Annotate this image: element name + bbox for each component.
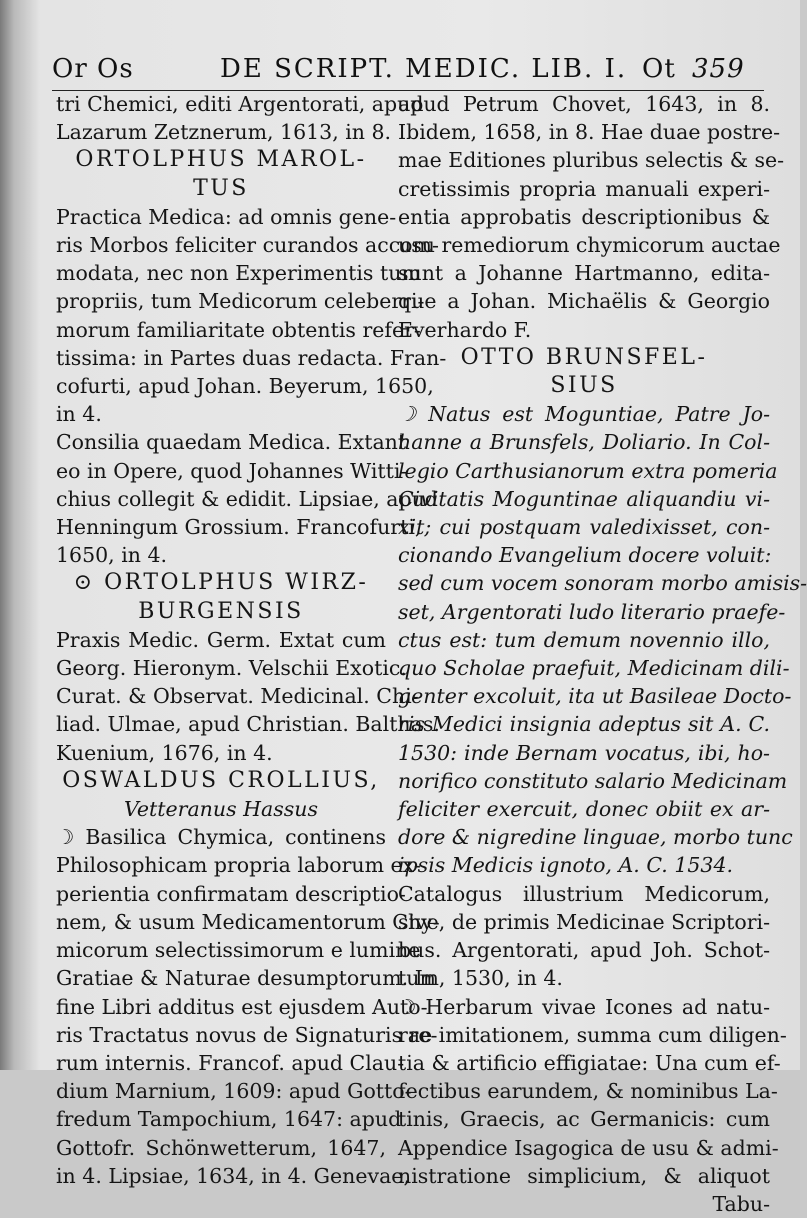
entry-heading: TUS	[193, 175, 249, 201]
text-line: micorum selectissimorum e lumine	[56, 938, 421, 963]
text-line: Lazarum Zetznerum, 1613, in 8.	[56, 120, 392, 145]
text-line: Civitatis Moguntinae aliquandiu vi-	[398, 486, 770, 511]
text-line: sed cum vocem sonoram morbo amisis-	[398, 571, 807, 596]
text-line: ctus est: tum demum novennio illo,	[398, 627, 770, 652]
text-line: dore & nigredine linguae, morbo tunc	[398, 825, 793, 850]
text-line: Henningum Grossium. Francofurti,	[56, 515, 422, 540]
text-line: chius collegit & edidit. Lipsiae, apud	[56, 486, 438, 511]
text-line: entia approbatis descriptionibus &	[398, 204, 770, 229]
text-line: quo Scholae praefuit, Medicinam dili-	[398, 656, 790, 681]
text-line: genter excoluit, ita ut Basileae Docto-	[398, 684, 792, 709]
text-line: cionando Evangelium docere voluit:	[398, 543, 772, 568]
text-line: Ibidem, 1658, in 8. Hae duae postre-	[398, 120, 781, 145]
text-line: set, Argentorati ludo literario praefe-	[398, 599, 786, 624]
text-line: xit; cui postquam valedixisset, con-	[398, 515, 770, 540]
running-header	[52, 50, 764, 91]
text-line: Appendice Isagogica de usu & admi-	[398, 1135, 779, 1160]
header-title: DE SCRIPT. MEDIC. LIB. I.	[220, 54, 628, 84]
text-line: bus. Argentorati, apud Joh. Schot-	[398, 938, 770, 963]
header-left-catchword: Or Os	[52, 54, 134, 84]
text-line: que a Johan. Michaëlis & Georgio	[398, 289, 770, 314]
text-line: 1650, in 4.	[56, 543, 168, 568]
right-column	[398, 90, 807, 1218]
text-line: tri Chemici, editi Argentorati, apud	[56, 92, 424, 116]
text-line: rum internis. Francof. apud Clau-	[56, 1050, 405, 1075]
text-line: Everhardo F.	[398, 317, 532, 342]
text-line: norifico constituto salario Medicinam	[398, 768, 788, 793]
text-line: tissima: in Partes duas redacta. Fran-	[56, 345, 447, 370]
text-line: apud Petrum Chovet, 1643, in 8.	[398, 92, 770, 116]
entry-subheading: Vetteranus Hassus	[124, 797, 318, 822]
text-line: fredum Tampochium, 1647: apud	[56, 1107, 402, 1132]
text-line: propriis, tum Medicorum celeberri-	[56, 289, 425, 314]
text-line: tinis, Graecis, ac Germanicis: cum	[398, 1107, 770, 1132]
text-line: ☽ Herbarum vivae Icones ad natu-	[398, 994, 770, 1019]
text-line: Kuenium, 1676, in 4.	[56, 740, 273, 765]
text-line: liad. Ulmae, apud Christian. Balthas.	[56, 712, 440, 737]
text-line: legio Carthusianorum extra pomeria	[398, 458, 778, 483]
text-line: perientia confirmatam descriptio-	[56, 881, 406, 906]
text-line: Georg. Hieronym. Velschii Exotic.	[56, 656, 407, 681]
left-column	[56, 90, 447, 1190]
text-line: Catalogus illustrium Medicorum,	[398, 881, 770, 906]
text-line: cretissimis propria manuali experi-	[398, 176, 770, 201]
text-line: nistratione simplicium, & aliquot	[398, 1163, 770, 1188]
text-line: dium Marnium, 1609: apud Gotto-	[56, 1079, 412, 1104]
text-line: mae Editiones pluribus selectis & se-	[398, 148, 785, 173]
text-line: Praxis Medic. Germ. Extat cum	[56, 627, 386, 652]
text-line: ☽ Basilica Chymica, continens	[56, 825, 386, 850]
text-line: cofurti, apud Johan. Beyerum, 1650,	[56, 374, 434, 399]
text-line: tia & artificio effigiatae: Una cum ef-	[398, 1050, 781, 1075]
text-line: ☽ Natus est Moguntiae, Patre Jo-	[398, 402, 770, 427]
text-line: ris Morbos feliciter curandos accom-	[56, 233, 439, 258]
text-line: Curat. & Observat. Medicinal. Chi-	[56, 684, 419, 709]
text-line: modata, nec non Experimentis tum	[56, 261, 421, 286]
text-line: Consilia quaedam Medica. Extant	[56, 430, 407, 455]
text-line: Philosophicam propria laborum ex-	[56, 853, 421, 878]
text-line: sive, de primis Medicinae Scriptori-	[398, 909, 770, 934]
entry-heading: OSWALDUS CROLLIUS,	[62, 767, 380, 793]
text-line: Gratiae & Naturae desumptorum. In	[56, 966, 436, 991]
entry-heading: ⊙ ORTOLPHUS WIRZ-	[73, 570, 369, 596]
text-line: morum familiaritate obtentis refer-	[56, 317, 421, 342]
text-line: nem, & usum Medicamentorum Chy-	[56, 909, 440, 934]
entry-heading: BURGENSIS	[138, 598, 304, 624]
text-line: ris Medici insignia adeptus sit A. C.	[398, 712, 770, 737]
text-line: ris Tractatus novus de Signaturis re-	[56, 1022, 438, 1047]
text-line: rae imitationem, summa cum diligen-	[398, 1022, 787, 1047]
text-line: fectibus earundem, & nominibus La-	[398, 1079, 778, 1104]
catchword: Tabu-	[712, 1191, 770, 1216]
text-line: 1530: inde Bernam vocatus, ibi, ho-	[398, 740, 770, 765]
entry-heading: ORTOLPHUS MAROL-	[75, 147, 367, 173]
entry-heading: SIUS	[550, 373, 618, 399]
text-line: feliciter exercuit, donec obiit ex ar-	[398, 797, 770, 822]
text-line: hanne a Brunsfels, Doliario. In Col-	[398, 430, 770, 455]
text-line: Practica Medica: ad omnis gene-	[56, 204, 397, 229]
text-line: ipsis Medicis ignoto, A. C. 1534.	[398, 853, 734, 878]
text-line: fine Libri additus est ejusdem Auto-	[56, 994, 428, 1019]
text-line: in 4. Lipsiae, 1634, in 4. Genevae,	[56, 1163, 410, 1188]
text-line: tum, 1530, in 4.	[398, 966, 563, 991]
text-line: Gottofr. Schönwetterum, 1647,	[56, 1135, 386, 1160]
header-right-catchword: Ot	[642, 54, 676, 84]
text-line: usu remediorum chymicorum auctae	[398, 233, 781, 258]
text-line: sunt a Johanne Hartmanno, edita-	[398, 261, 770, 286]
text-line: eo in Opere, quod Johannes Witti-	[56, 458, 408, 483]
entry-heading: OTTO BRUNSFEL-	[460, 344, 708, 370]
page-number: 359	[692, 54, 745, 84]
text-line: in 4.	[56, 402, 102, 427]
